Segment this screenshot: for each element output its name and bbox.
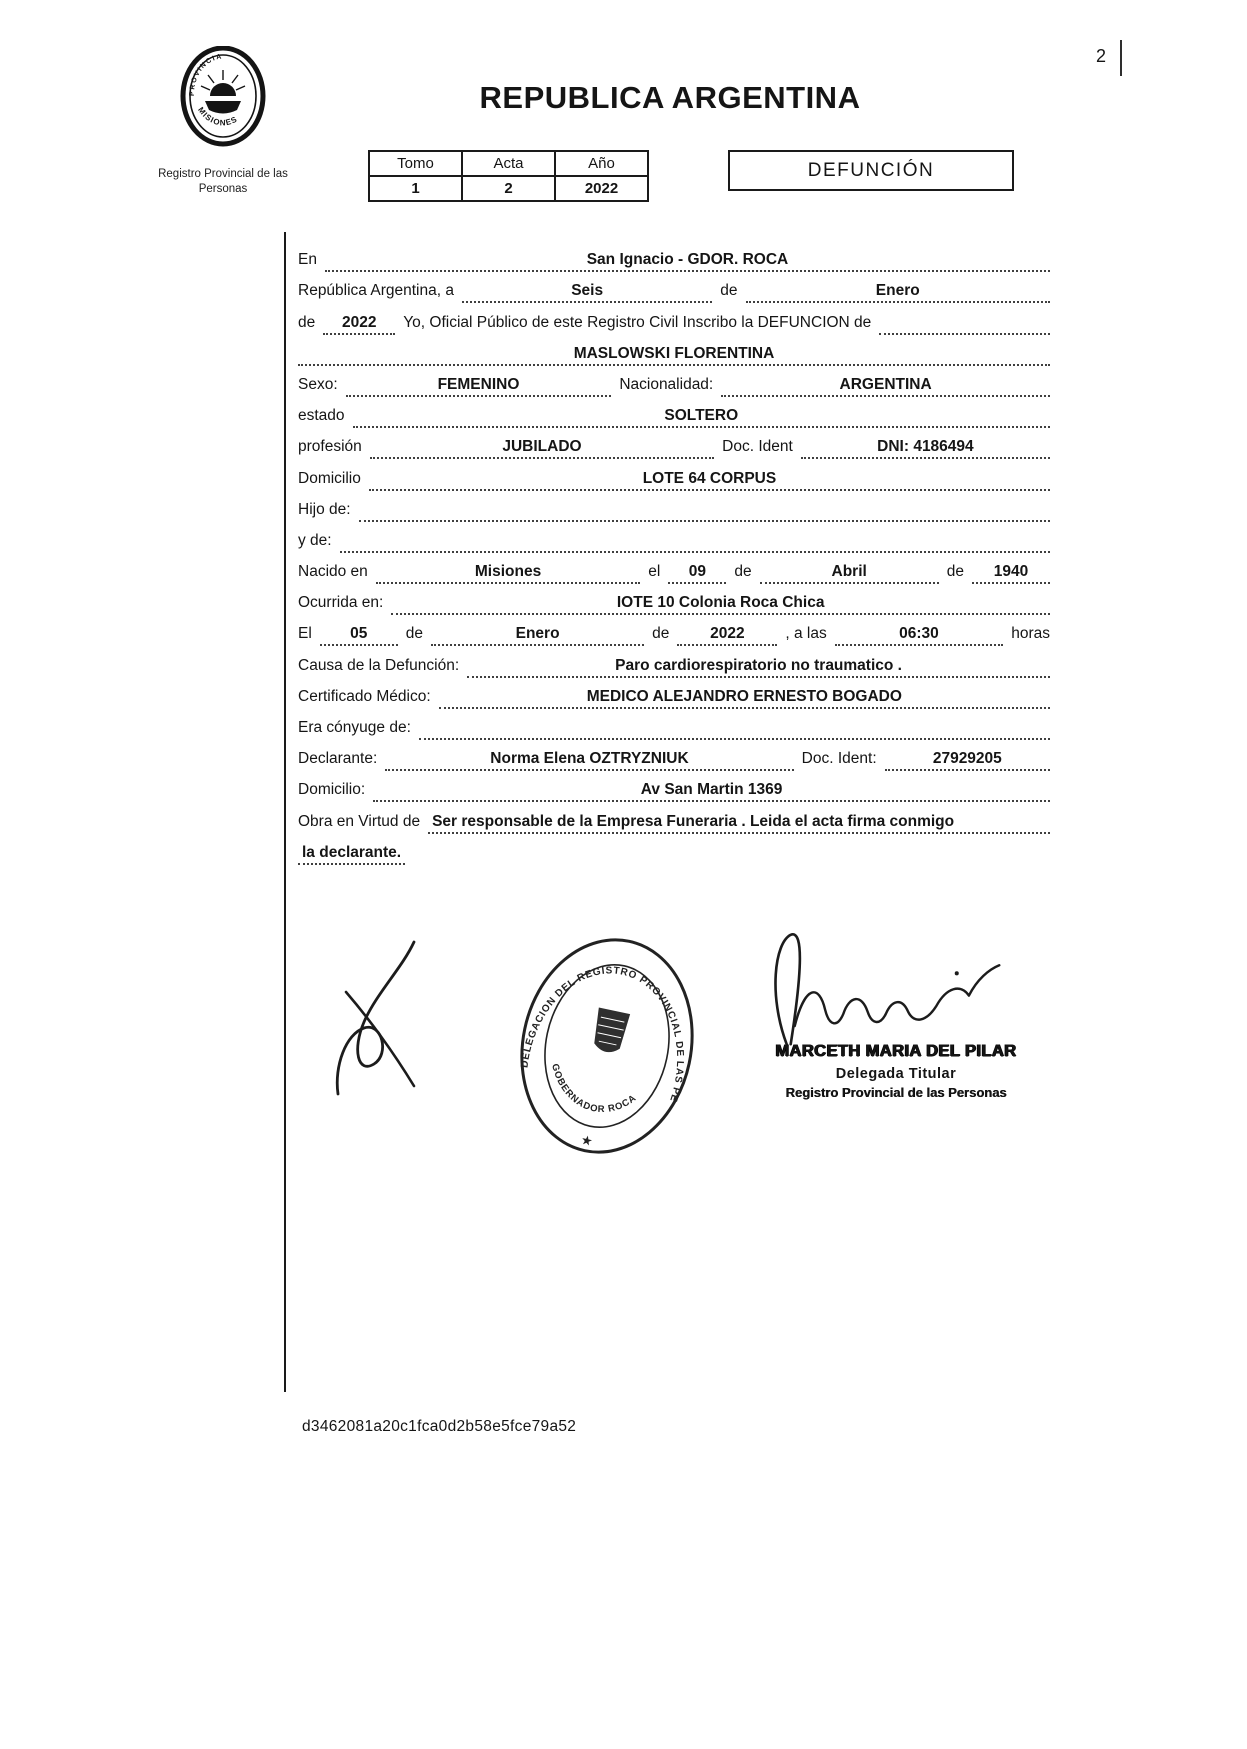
- form-field-value: [340, 550, 1050, 553]
- table-header-acta: Acta: [462, 151, 555, 176]
- form-label: horas: [1011, 625, 1050, 643]
- seal-top-text: PROVINCIA: [188, 53, 224, 97]
- form-label: Sexo:: [298, 375, 338, 393]
- form-field-value: 2022: [323, 314, 395, 335]
- form-label: Nacionalidad:: [619, 375, 714, 393]
- form-row: [298, 272, 1050, 303]
- form-row: [298, 584, 1050, 615]
- form-label: Domicilio: [298, 469, 361, 487]
- form-field-value: Enero: [431, 625, 644, 646]
- table-header-anio: Año: [555, 151, 648, 176]
- form-field-value: DNI: 4186494: [801, 438, 1050, 459]
- form-field-value: ARGENTINA: [721, 376, 1050, 397]
- table-value-acta: 2: [462, 176, 555, 201]
- form-label: El: [298, 625, 312, 643]
- form-field-value: Norma Elena OZTRYZNIUK: [385, 750, 793, 771]
- form-label: de: [298, 313, 316, 331]
- form-row: [298, 740, 1050, 771]
- form-label: Doc. Ident:: [801, 750, 877, 768]
- form-label: de: [652, 625, 670, 643]
- form-label: y de:: [298, 531, 332, 549]
- form-field-value: FEMENINO: [346, 376, 612, 397]
- form-field-value: Paro cardiorespiratorio no traumatico .: [467, 657, 1050, 678]
- form-label: de: [720, 282, 738, 300]
- form-label: estado: [298, 407, 345, 425]
- document-hash: d3462081a20c1fca0d2b58e5fce79a52: [302, 1418, 577, 1435]
- form-row: [298, 678, 1050, 709]
- doc-type-box: [728, 150, 1014, 191]
- official-signature: [734, 924, 1058, 1052]
- form-row: [298, 397, 1050, 428]
- form-field-value: MEDICO ALEJANDRO ERNESTO BOGADO: [439, 688, 1050, 709]
- form-label: Domicilio:: [298, 781, 366, 799]
- form-field-value: la declarante.: [298, 844, 405, 865]
- declarant-signature: [318, 928, 458, 1108]
- signer-organization: Registro Provincial de las Personas: [785, 1085, 1007, 1100]
- form-label: Obra en Virtud de: [298, 812, 421, 830]
- form-field-value: 06:30: [835, 625, 1004, 646]
- form-field-value: Misiones: [376, 563, 640, 584]
- form-field-value: 05: [320, 625, 398, 646]
- emblem-caption: Registro Provincial de las Personas: [158, 168, 288, 195]
- form-label: En: [298, 251, 317, 269]
- form-row: [298, 802, 1050, 833]
- form-label: de: [946, 563, 964, 581]
- form-field-value: Av San Martin 1369: [373, 781, 1050, 802]
- table-value-anio: 2022: [555, 176, 648, 201]
- form-row: [298, 366, 1050, 397]
- document-title: REPUBLICA ARGENTINA: [479, 80, 861, 115]
- left-margin-rule: [284, 232, 286, 1392]
- seal-bottom-text: MISIONES: [196, 105, 240, 128]
- seal-field: [205, 101, 241, 114]
- form-field-value: SOLTERO: [353, 407, 1050, 428]
- form-row: [298, 709, 1050, 740]
- form-field-value: Enero: [746, 282, 1050, 303]
- form-label: República Argentina, a: [298, 282, 454, 300]
- signer-title: Delegada Titular: [835, 1066, 957, 1082]
- form-row: [298, 459, 1050, 490]
- form-field-value: Abril: [760, 563, 939, 584]
- form-label: profesión: [298, 438, 362, 456]
- form-label: Nacido en: [298, 563, 368, 581]
- form-label: Declarante:: [298, 750, 378, 768]
- seal-sun: [210, 83, 236, 96]
- form-field-value: 2022: [677, 625, 777, 646]
- form-field-value: 27929205: [885, 750, 1050, 771]
- form-label: de: [734, 563, 752, 581]
- form-row: [298, 646, 1050, 677]
- form-field-value: San Ignacio - GDOR. ROCA: [325, 251, 1050, 272]
- doc-type-label: DEFUNCIÓN: [807, 159, 935, 181]
- table-header-tomo: Tomo: [369, 151, 462, 176]
- form-label: Certificado Médico:: [298, 687, 431, 705]
- form-field-value: JUBILADO: [370, 438, 714, 459]
- stamp-outer-text: DELEGACION DEL REGISTRO PROVINCIAL DE LAS PERSONAS: [519, 965, 686, 1104]
- form-field-value: [879, 332, 1050, 335]
- form-label: de: [405, 625, 424, 643]
- form-label: Ocurrida en:: [298, 594, 384, 612]
- form-row: [298, 615, 1050, 646]
- provincial-emblem-block: [148, 46, 298, 197]
- scan-edge-mark: [1120, 40, 1122, 76]
- misiones-seal-icon: [177, 46, 269, 150]
- form-field-value: Seis: [462, 282, 712, 303]
- form-label: , a las: [785, 625, 827, 643]
- form-field-value: IOTE 10 Colonia Roca Chica: [391, 594, 1050, 615]
- form-field-value: 1940: [972, 563, 1050, 584]
- form-row: [298, 491, 1050, 522]
- certificate-form: [298, 241, 1050, 865]
- form-row: [298, 303, 1050, 334]
- form-field-value: LOTE 64 CORPUS: [369, 470, 1050, 491]
- form-field-value: 09: [668, 563, 726, 584]
- form-label: Hijo de:: [298, 500, 351, 518]
- stamp-center-crest: [590, 1007, 630, 1055]
- form-label: Doc. Ident: [722, 438, 793, 456]
- signer-name: MARCETH MARIA DEL PILAR: [775, 1042, 1017, 1060]
- stamp-inner-text: GOBERNADOR ROCA: [549, 1062, 639, 1116]
- form-row: [298, 834, 1050, 865]
- form-row: [298, 553, 1050, 584]
- table-value-tomo: 1: [369, 176, 462, 201]
- form-label: el: [648, 563, 661, 581]
- form-row: [298, 522, 1050, 553]
- page-number: 2: [1096, 46, 1107, 66]
- form-field-value: MASLOWSKI FLORENTINA: [298, 345, 1050, 366]
- form-field-value: [419, 737, 1050, 740]
- form-row: [298, 241, 1050, 272]
- form-row: [298, 771, 1050, 802]
- form-label: Era cónyuge de:: [298, 719, 411, 736]
- form-field-value: Ser responsable de la Empresa Funeraria . Leida el acta firma conmigo: [428, 813, 1050, 834]
- form-label: Causa de la Defunción:: [298, 656, 460, 674]
- form-field-value: [359, 519, 1050, 522]
- registry-round-stamp: [498, 920, 716, 1172]
- stamp-star: ★: [579, 1131, 595, 1149]
- form-label: Yo, Oficial Público de este Registro Civil Inscribo la DEFUNCION de: [403, 313, 872, 331]
- tomo-acta-anio-table: [368, 150, 649, 202]
- form-row: [298, 335, 1050, 366]
- official-signature-block: [728, 924, 1064, 1100]
- form-row: [298, 428, 1050, 459]
